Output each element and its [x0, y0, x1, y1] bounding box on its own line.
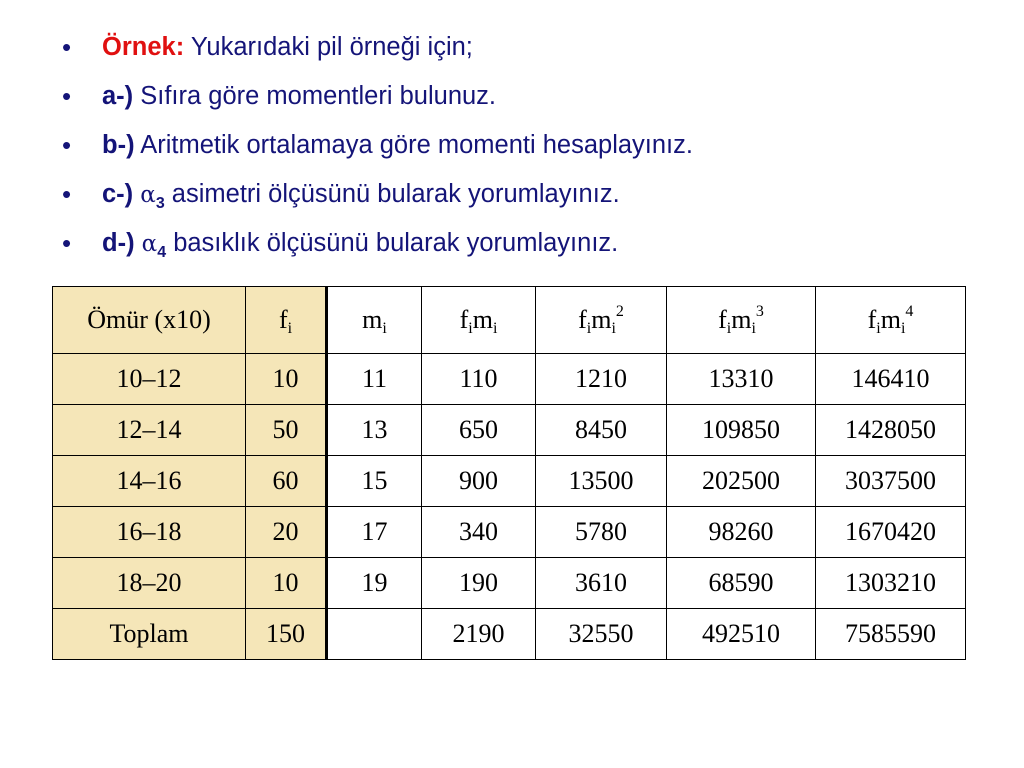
bullet-lead: a-)	[102, 82, 134, 110]
header-symbol: f	[578, 305, 587, 334]
bullet-dot: •	[62, 130, 72, 160]
bullet-list	[62, 26, 693, 271]
cell-interval: 16–18	[53, 507, 246, 558]
cell-interval: 10–12	[53, 354, 246, 405]
cell-fimi3: 13310	[667, 354, 816, 405]
cell-fimi: 2190	[422, 609, 536, 660]
table-row	[53, 354, 966, 405]
cell-fimi2: 5780	[536, 507, 667, 558]
cell-fimi4: 146410	[816, 354, 966, 405]
cell-fimi2: 8450	[536, 405, 667, 456]
bullet-dot: •	[62, 228, 72, 258]
cell-fi: 60	[246, 456, 327, 507]
header-symbol: f	[718, 305, 727, 334]
bullet-text: basıklık ölçüsünü bularak yorumlayınız.	[166, 229, 619, 257]
header-subscript: i	[492, 320, 498, 337]
cell-fimi: 340	[422, 507, 536, 558]
header-mi	[327, 287, 422, 354]
header-fimi4	[816, 287, 966, 354]
bullet-dot: •	[62, 32, 72, 62]
cell-interval: 12–14	[53, 405, 246, 456]
header-subscript: i	[468, 320, 473, 337]
header-superscript: 3	[755, 303, 764, 320]
cell-total-label: Toplam	[53, 609, 246, 660]
cell-mi	[327, 609, 422, 660]
header-superscript: 2	[615, 303, 624, 320]
bullet-lead: Örnek:	[102, 33, 185, 61]
table-row	[53, 558, 966, 609]
alpha-glyph: α	[141, 231, 158, 257]
header-symbol: f	[278, 305, 288, 334]
cell-mi: 15	[327, 456, 422, 507]
bullet-lead: d-)	[102, 229, 135, 257]
header-subscript: i	[726, 320, 732, 337]
cell-fimi4: 1303210	[816, 558, 966, 609]
cell-fimi3: 68590	[667, 558, 816, 609]
header-subscript: i	[611, 320, 616, 337]
bullet-text: Sıfıra göre momentleri bulunuz.	[133, 82, 497, 110]
cell-fimi4: 7585590	[816, 609, 966, 660]
header-symbol: m	[472, 305, 493, 334]
header-symbol: f	[459, 305, 469, 334]
cell-fimi2: 3610	[536, 558, 667, 609]
cell-interval: 18–20	[53, 558, 246, 609]
alpha-symbol	[141, 231, 167, 261]
cell-fimi3: 109850	[667, 405, 816, 456]
table-row-total	[53, 609, 966, 660]
cell-fi: 10	[246, 354, 327, 405]
cell-fimi3: 98260	[667, 507, 816, 558]
header-fimi2	[536, 287, 667, 354]
header-superscript: 4	[905, 303, 914, 320]
header-fimi3	[667, 287, 816, 354]
header-subscript: i	[287, 320, 293, 337]
bullet-lead: c-)	[102, 180, 134, 208]
bullet-text: asimetri ölçüsünü bularak yorumlayınız.	[164, 180, 620, 208]
cell-fimi4: 1428050	[816, 405, 966, 456]
cell-fi: 50	[246, 405, 327, 456]
bullet-item-example	[62, 26, 693, 75]
bullet-item-d	[62, 222, 693, 271]
cell-fi: 150	[246, 609, 327, 660]
bullet-lead: b-)	[102, 131, 135, 159]
bullet-item-a	[62, 75, 693, 124]
cell-fimi: 900	[422, 456, 536, 507]
cell-fimi3: 492510	[667, 609, 816, 660]
cell-fimi2: 1210	[536, 354, 667, 405]
cell-fimi3: 202500	[667, 456, 816, 507]
table-row	[53, 507, 966, 558]
cell-fimi4: 3037500	[816, 456, 966, 507]
alpha-symbol	[140, 182, 165, 212]
alpha-subscript: 3	[155, 195, 165, 212]
cell-fimi2: 13500	[536, 456, 667, 507]
header-fi	[246, 287, 327, 354]
bullet-text: Aritmetik ortalamaya göre momenti hesaplayınız.	[134, 131, 693, 159]
header-subscript: i	[586, 320, 592, 337]
cell-mi: 19	[327, 558, 422, 609]
bullet-item-b	[62, 124, 693, 173]
header-lifetime: Ömür (x10)	[53, 287, 246, 354]
bullet-text: Yukarıdaki pil örneği için;	[184, 33, 473, 61]
cell-fi: 10	[246, 558, 327, 609]
alpha-subscript: 4	[157, 244, 167, 261]
alpha-glyph: α	[140, 182, 156, 208]
cell-mi: 11	[327, 354, 422, 405]
header-subscript: i	[751, 320, 756, 337]
cell-fimi: 110	[422, 354, 536, 405]
header-fimi	[422, 287, 536, 354]
cell-interval: 14–16	[53, 456, 246, 507]
table-row	[53, 456, 966, 507]
cell-fimi: 650	[422, 405, 536, 456]
cell-fi: 20	[246, 507, 327, 558]
header-symbol: m	[591, 305, 612, 334]
header-symbol: f	[867, 305, 877, 334]
header-symbol: m	[731, 305, 752, 334]
header-symbol: m	[880, 305, 901, 334]
header-subscript: i	[382, 320, 387, 337]
cell-fimi: 190	[422, 558, 536, 609]
bullet-item-c	[62, 173, 693, 222]
bullet-dot: •	[62, 179, 72, 209]
header-subscript: i	[876, 320, 881, 337]
table-row	[53, 405, 966, 456]
cell-fimi4: 1670420	[816, 507, 966, 558]
moment-table	[52, 286, 966, 660]
cell-mi: 17	[327, 507, 422, 558]
header-symbol: m	[362, 305, 383, 334]
table-header-row	[53, 287, 966, 354]
cell-mi: 13	[327, 405, 422, 456]
bullet-dot: •	[62, 81, 72, 111]
header-subscript: i	[900, 320, 906, 337]
cell-fimi2: 32550	[536, 609, 667, 660]
